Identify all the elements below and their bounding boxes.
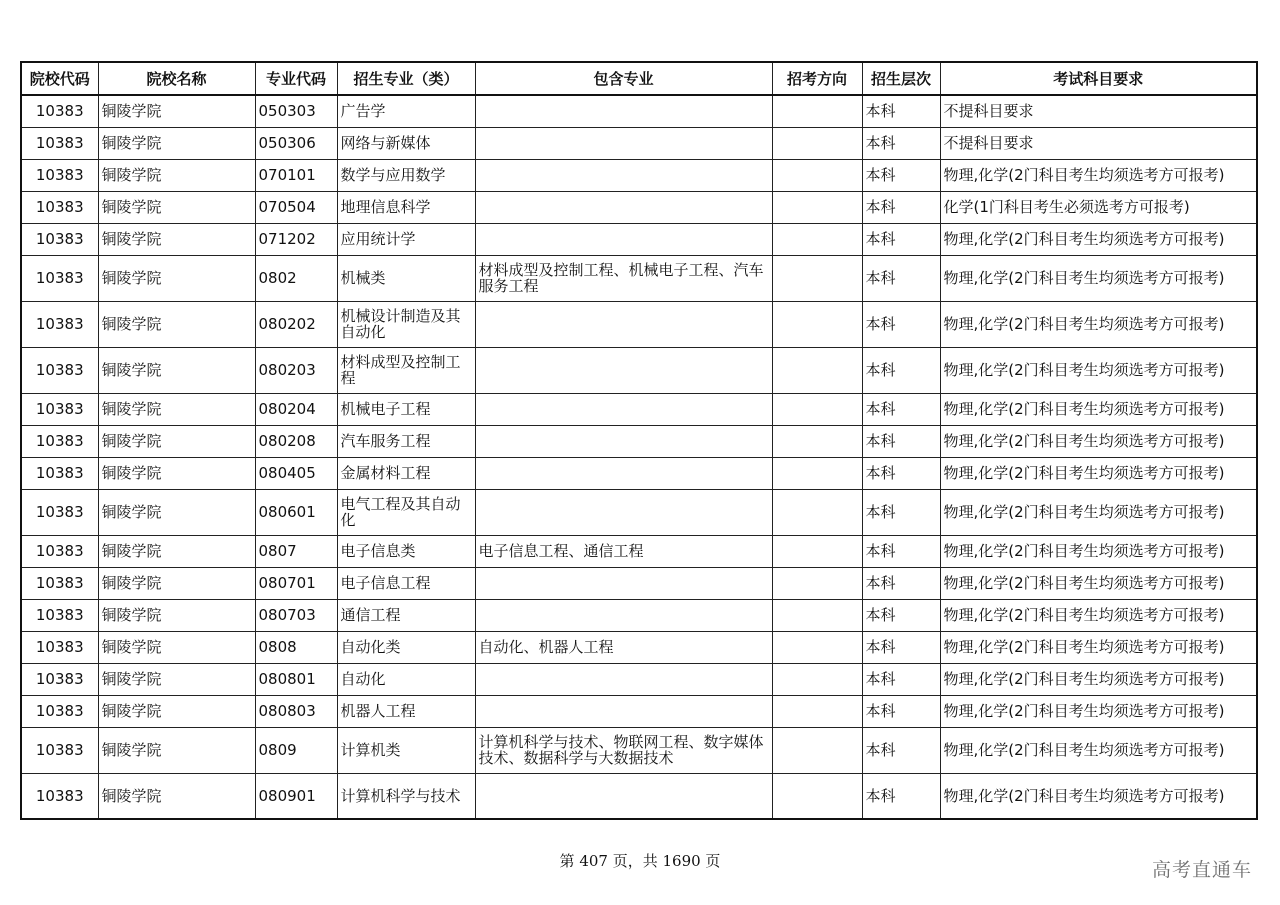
table-row	[21, 535, 1257, 567]
major-code-cell: 071202	[255, 223, 337, 255]
school-name-cell: 铜陵学院	[98, 159, 255, 191]
major-cell: 通信工程	[337, 599, 475, 631]
subject-requirement-cell: 物理,化学(2门科目考生均须选考方可报考)	[940, 457, 1257, 489]
major-code-cell: 0807	[255, 535, 337, 567]
major-cell: 机械设计制造及其自动化	[337, 301, 475, 347]
school-code-cell: 10383	[21, 599, 98, 631]
school-code-cell: 10383	[21, 663, 98, 695]
school-code-cell: 10383	[21, 301, 98, 347]
level-cell: 本科	[862, 489, 940, 535]
table-row	[21, 599, 1257, 631]
major-code-cell: 0802	[255, 255, 337, 301]
major-code-cell: 080601	[255, 489, 337, 535]
direction-cell	[772, 599, 862, 631]
major-code-cell: 050303	[255, 95, 337, 127]
school-name-cell: 铜陵学院	[98, 695, 255, 727]
major-code-cell: 080202	[255, 301, 337, 347]
header-cell-school-code: 院校代码	[21, 62, 98, 95]
table-row	[21, 223, 1257, 255]
school-code-cell: 10383	[21, 489, 98, 535]
table-row	[21, 393, 1257, 425]
level-cell: 本科	[862, 695, 940, 727]
direction-cell	[772, 191, 862, 223]
school-code-cell: 10383	[21, 773, 98, 819]
direction-cell	[772, 255, 862, 301]
school-name-cell: 铜陵学院	[98, 663, 255, 695]
subject-requirement-cell: 物理,化学(2门科目考生均须选考方可报考)	[940, 695, 1257, 727]
table-row	[21, 631, 1257, 663]
school-name-cell: 铜陵学院	[98, 535, 255, 567]
school-name-cell: 铜陵学院	[98, 631, 255, 663]
watermark-text: 高考直通车	[1151, 859, 1252, 881]
major-cell: 机器人工程	[337, 695, 475, 727]
level-cell: 本科	[862, 773, 940, 819]
subject-requirement-cell: 物理,化学(2门科目考生均须选考方可报考)	[940, 489, 1257, 535]
direction-cell	[772, 773, 862, 819]
major-code-cell: 0808	[255, 631, 337, 663]
school-name-cell: 铜陵学院	[98, 127, 255, 159]
table-row	[21, 127, 1257, 159]
table-row	[21, 727, 1257, 773]
included-majors-cell	[475, 425, 772, 457]
level-cell: 本科	[862, 425, 940, 457]
subject-requirement-cell: 物理,化学(2门科目考生均须选考方可报考)	[940, 535, 1257, 567]
school-code-cell: 10383	[21, 631, 98, 663]
major-code-cell: 080208	[255, 425, 337, 457]
included-majors-cell	[475, 127, 772, 159]
header-cell-level: 招生层次	[862, 62, 940, 95]
level-cell: 本科	[862, 599, 940, 631]
school-code-cell: 10383	[21, 159, 98, 191]
school-name-cell: 铜陵学院	[98, 393, 255, 425]
table-row	[21, 773, 1257, 819]
table-row	[21, 457, 1257, 489]
level-cell: 本科	[862, 301, 940, 347]
level-cell: 本科	[862, 663, 940, 695]
school-code-cell: 10383	[21, 223, 98, 255]
direction-cell	[772, 223, 862, 255]
direction-cell	[772, 159, 862, 191]
table-row	[21, 347, 1257, 393]
direction-cell	[772, 393, 862, 425]
subject-requirement-cell: 物理,化学(2门科目考生均须选考方可报考)	[940, 663, 1257, 695]
major-cell: 计算机类	[337, 727, 475, 773]
header-row	[21, 62, 1257, 95]
table-row	[21, 695, 1257, 727]
major-code-cell: 080703	[255, 599, 337, 631]
major-cell: 电子信息工程	[337, 567, 475, 599]
direction-cell	[772, 425, 862, 457]
direction-cell	[772, 127, 862, 159]
included-majors-cell	[475, 191, 772, 223]
table-header	[21, 62, 1257, 95]
included-majors-cell: 电子信息工程、通信工程	[475, 535, 772, 567]
direction-cell	[772, 489, 862, 535]
school-name-cell: 铜陵学院	[98, 457, 255, 489]
subject-requirement-cell: 物理,化学(2门科目考生均须选考方可报考)	[940, 727, 1257, 773]
header-cell-subject-requirement: 考试科目要求	[940, 62, 1257, 95]
school-name-cell: 铜陵学院	[98, 223, 255, 255]
subject-requirement-cell: 物理,化学(2门科目考生均须选考方可报考)	[940, 347, 1257, 393]
subject-requirement-cell: 物理,化学(2门科目考生均须选考方可报考)	[940, 425, 1257, 457]
included-majors-cell	[475, 95, 772, 127]
level-cell: 本科	[862, 347, 940, 393]
included-majors-cell: 材料成型及控制工程、机械电子工程、汽车服务工程	[475, 255, 772, 301]
header-cell-major-code: 专业代码	[255, 62, 337, 95]
school-code-cell: 10383	[21, 457, 98, 489]
major-cell: 机械电子工程	[337, 393, 475, 425]
school-name-cell: 铜陵学院	[98, 425, 255, 457]
major-cell: 网络与新媒体	[337, 127, 475, 159]
included-majors-cell	[475, 489, 772, 535]
school-name-cell: 铜陵学院	[98, 489, 255, 535]
major-code-cell: 080405	[255, 457, 337, 489]
included-majors-cell	[475, 393, 772, 425]
header-cell-direction: 招考方向	[772, 62, 862, 95]
major-code-cell: 080701	[255, 567, 337, 599]
school-name-cell: 铜陵学院	[98, 301, 255, 347]
major-cell: 电子信息类	[337, 535, 475, 567]
table-body	[21, 95, 1257, 819]
major-code-cell: 070504	[255, 191, 337, 223]
major-code-cell: 080803	[255, 695, 337, 727]
level-cell: 本科	[862, 727, 940, 773]
table-row	[21, 191, 1257, 223]
school-name-cell: 铜陵学院	[98, 773, 255, 819]
school-code-cell: 10383	[21, 255, 98, 301]
included-majors-cell	[475, 347, 772, 393]
level-cell: 本科	[862, 159, 940, 191]
major-code-cell: 070101	[255, 159, 337, 191]
level-cell: 本科	[862, 457, 940, 489]
level-cell: 本科	[862, 393, 940, 425]
level-cell: 本科	[862, 255, 940, 301]
subject-requirement-cell: 物理,化学(2门科目考生均须选考方可报考)	[940, 223, 1257, 255]
level-cell: 本科	[862, 191, 940, 223]
subject-requirement-cell: 物理,化学(2门科目考生均须选考方可报考)	[940, 393, 1257, 425]
subject-requirement-cell: 物理,化学(2门科目考生均须选考方可报考)	[940, 631, 1257, 663]
included-majors-cell	[475, 599, 772, 631]
level-cell: 本科	[862, 631, 940, 663]
subject-requirement-cell: 物理,化学(2门科目考生均须选考方可报考)	[940, 301, 1257, 347]
school-code-cell: 10383	[21, 695, 98, 727]
level-cell: 本科	[862, 223, 940, 255]
table-row	[21, 663, 1257, 695]
included-majors-cell	[475, 159, 772, 191]
subject-requirement-cell: 化学(1门科目考生必须选考方可报考)	[940, 191, 1257, 223]
table-row	[21, 567, 1257, 599]
direction-cell	[772, 631, 862, 663]
school-code-cell: 10383	[21, 567, 98, 599]
school-name-cell: 铜陵学院	[98, 255, 255, 301]
major-cell: 应用统计学	[337, 223, 475, 255]
subject-requirement-cell: 物理,化学(2门科目考生均须选考方可报考)	[940, 159, 1257, 191]
included-majors-cell	[475, 773, 772, 819]
included-majors-cell	[475, 695, 772, 727]
major-cell: 自动化	[337, 663, 475, 695]
school-name-cell: 铜陵学院	[98, 599, 255, 631]
level-cell: 本科	[862, 535, 940, 567]
included-majors-cell: 自动化、机器人工程	[475, 631, 772, 663]
table-row	[21, 159, 1257, 191]
major-cell: 计算机科学与技术	[337, 773, 475, 819]
school-code-cell: 10383	[21, 127, 98, 159]
included-majors-cell: 计算机科学与技术、物联网工程、数字媒体技术、数据科学与大数据技术	[475, 727, 772, 773]
direction-cell	[772, 727, 862, 773]
included-majors-cell	[475, 301, 772, 347]
school-name-cell: 铜陵学院	[98, 567, 255, 599]
major-cell: 金属材料工程	[337, 457, 475, 489]
table-row	[21, 95, 1257, 127]
table-row	[21, 489, 1257, 535]
level-cell: 本科	[862, 127, 940, 159]
school-code-cell: 10383	[21, 535, 98, 567]
level-cell: 本科	[862, 95, 940, 127]
direction-cell	[772, 347, 862, 393]
direction-cell	[772, 95, 862, 127]
direction-cell	[772, 695, 862, 727]
major-cell: 自动化类	[337, 631, 475, 663]
subject-requirement-cell: 不提科目要求	[940, 127, 1257, 159]
table-row	[21, 425, 1257, 457]
major-cell: 汽车服务工程	[337, 425, 475, 457]
direction-cell	[772, 663, 862, 695]
header-cell-major: 招生专业（类）	[337, 62, 475, 95]
school-name-cell: 铜陵学院	[98, 347, 255, 393]
header-cell-included-majors: 包含专业	[475, 62, 772, 95]
subject-requirement-cell: 物理,化学(2门科目考生均须选考方可报考)	[940, 567, 1257, 599]
major-cell: 数学与应用数学	[337, 159, 475, 191]
included-majors-cell	[475, 663, 772, 695]
school-name-cell: 铜陵学院	[98, 191, 255, 223]
school-code-cell: 10383	[21, 191, 98, 223]
subject-requirement-cell: 物理,化学(2门科目考生均须选考方可报考)	[940, 773, 1257, 819]
subject-requirement-cell: 物理,化学(2门科目考生均须选考方可报考)	[940, 255, 1257, 301]
major-code-cell: 0809	[255, 727, 337, 773]
school-name-cell: 铜陵学院	[98, 95, 255, 127]
table-row	[21, 255, 1257, 301]
major-code-cell: 080801	[255, 663, 337, 695]
major-cell: 地理信息科学	[337, 191, 475, 223]
included-majors-cell	[475, 223, 772, 255]
included-majors-cell	[475, 567, 772, 599]
major-code-cell: 050306	[255, 127, 337, 159]
level-cell: 本科	[862, 567, 940, 599]
subject-requirement-cell: 不提科目要求	[940, 95, 1257, 127]
school-code-cell: 10383	[21, 347, 98, 393]
school-code-cell: 10383	[21, 727, 98, 773]
major-cell: 广告学	[337, 95, 475, 127]
major-code-cell: 080204	[255, 393, 337, 425]
school-code-cell: 10383	[21, 393, 98, 425]
table-row	[21, 301, 1257, 347]
school-code-cell: 10383	[21, 425, 98, 457]
direction-cell	[772, 535, 862, 567]
major-code-cell: 080901	[255, 773, 337, 819]
direction-cell	[772, 567, 862, 599]
major-cell: 材料成型及控制工程	[337, 347, 475, 393]
major-code-cell: 080203	[255, 347, 337, 393]
header-cell-school-name: 院校名称	[98, 62, 255, 95]
school-name-cell: 铜陵学院	[98, 727, 255, 773]
admissions-table	[20, 61, 1258, 820]
subject-requirement-cell: 物理,化学(2门科目考生均须选考方可报考)	[940, 599, 1257, 631]
major-cell: 机械类	[337, 255, 475, 301]
school-code-cell: 10383	[21, 95, 98, 127]
direction-cell	[772, 457, 862, 489]
page-number: 第 407 页，共 1690 页	[559, 852, 721, 870]
major-cell: 电气工程及其自动化	[337, 489, 475, 535]
included-majors-cell	[475, 457, 772, 489]
direction-cell	[772, 301, 862, 347]
